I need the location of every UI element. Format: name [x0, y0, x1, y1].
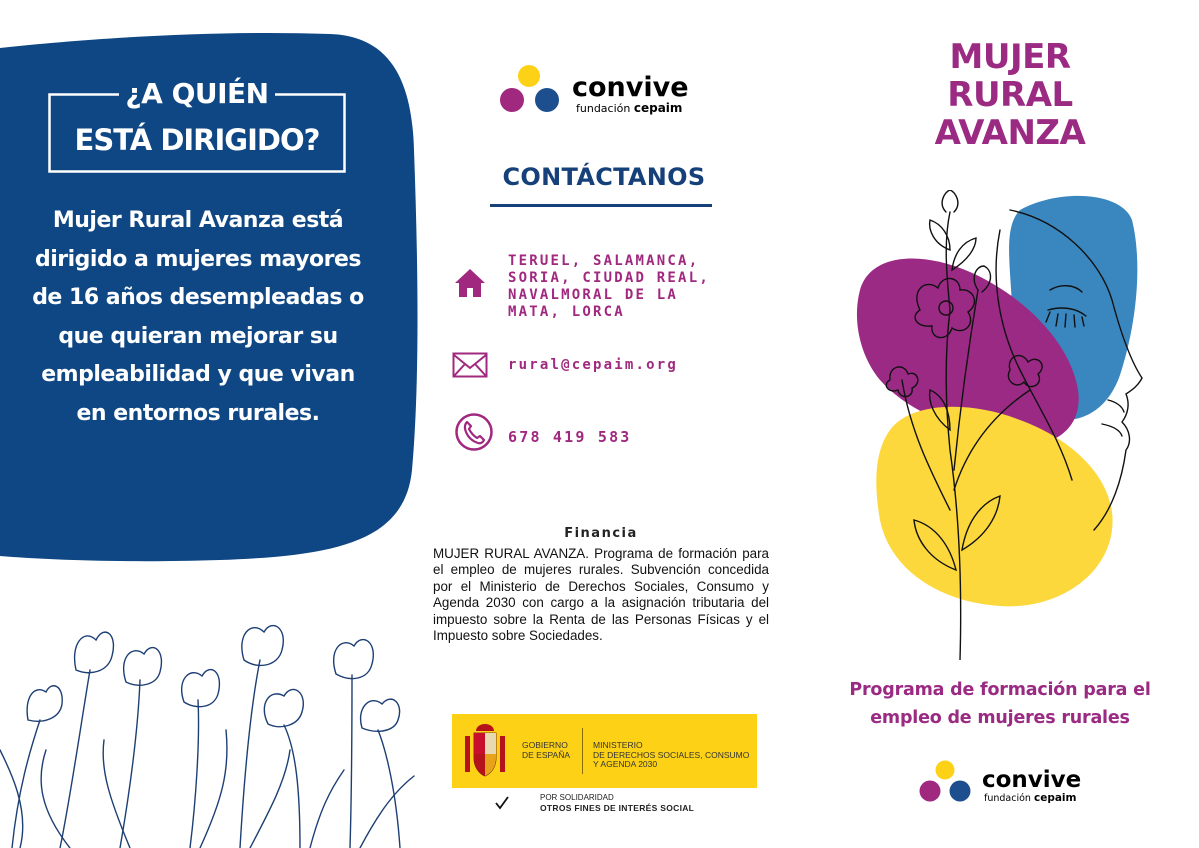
footer-logo-name: convive: [982, 767, 1082, 793]
mail-icon: [452, 352, 488, 378]
solidarity-mark: [495, 792, 745, 818]
tulip-illustration: [0, 600, 420, 848]
logo-name: convive: [572, 72, 689, 103]
cover-title: MUJER RURAL AVANZA: [934, 37, 1086, 153]
cover-subtitle: Programa de formación para el empleo de mujeres rurales: [849, 680, 1151, 728]
heading-line-1: ¿A QUIÉN: [48, 77, 346, 110]
email-link[interactable]: rural@cepaim.org: [508, 357, 679, 373]
ministry-label: MINISTERIO DE DERECHOS SOCIALES, CONSUMO Y AGENDA 2030: [593, 740, 750, 769]
locations-text: TERUEL, SALAMANCA, SORIA, CIUDAD REAL, NAVALMORAL DE LA MATA, LORCA: [508, 253, 710, 320]
coat-of-arms-icon: [462, 722, 508, 780]
funding-description: MUJER RURAL AVANZA. Programa de formación para el empleo de mujeres rurales. Subvención concedida por el Ministerio de Derechos Sociales, Consumo y Agenda 2030 con cargo a la asignación tributaria del impuesto sobre la Renta de las Personas Físicas y el Impuesto sobre Sociedades.: [433, 546, 769, 644]
convive-logo: [498, 62, 708, 120]
banner-divider: [582, 728, 583, 774]
convive-logo-footer: [918, 758, 1096, 808]
phone-number[interactable]: 678 419 583: [508, 428, 632, 446]
government-label: GOBIERNO DE ESPAÑA: [522, 740, 571, 760]
audience-heading: [48, 77, 346, 173]
funding-title: Financia: [564, 526, 638, 541]
phone-icon: [454, 412, 494, 452]
heading-line-2: ESTÁ DIRIGIDO?: [74, 123, 320, 157]
audience-description: Mujer Rural Avanza está dirigido a mujeres mayores de 16 años desempleadas o que quieran mejorar su empleabilidad y que vivan en entornos rurales.: [32, 208, 364, 426]
logo-subtitle: fundación cepaim: [576, 101, 683, 115]
solidarity-line-1: POR SOLIDARIDAD: [540, 793, 614, 802]
contact-title: CONTÁCTANOS: [502, 163, 706, 191]
checkmark-icon: [495, 796, 509, 810]
left-panel: [0, 0, 420, 848]
solidarity-line-2: OTROS FINES DE INTERÉS SOCIAL: [540, 803, 695, 813]
home-icon: [454, 267, 486, 299]
footer-logo-subtitle: fundación cepaim: [984, 792, 1077, 804]
woman-flower-illustration: [850, 190, 1150, 660]
contact-underline: [490, 204, 712, 207]
government-banner: [452, 714, 757, 788]
